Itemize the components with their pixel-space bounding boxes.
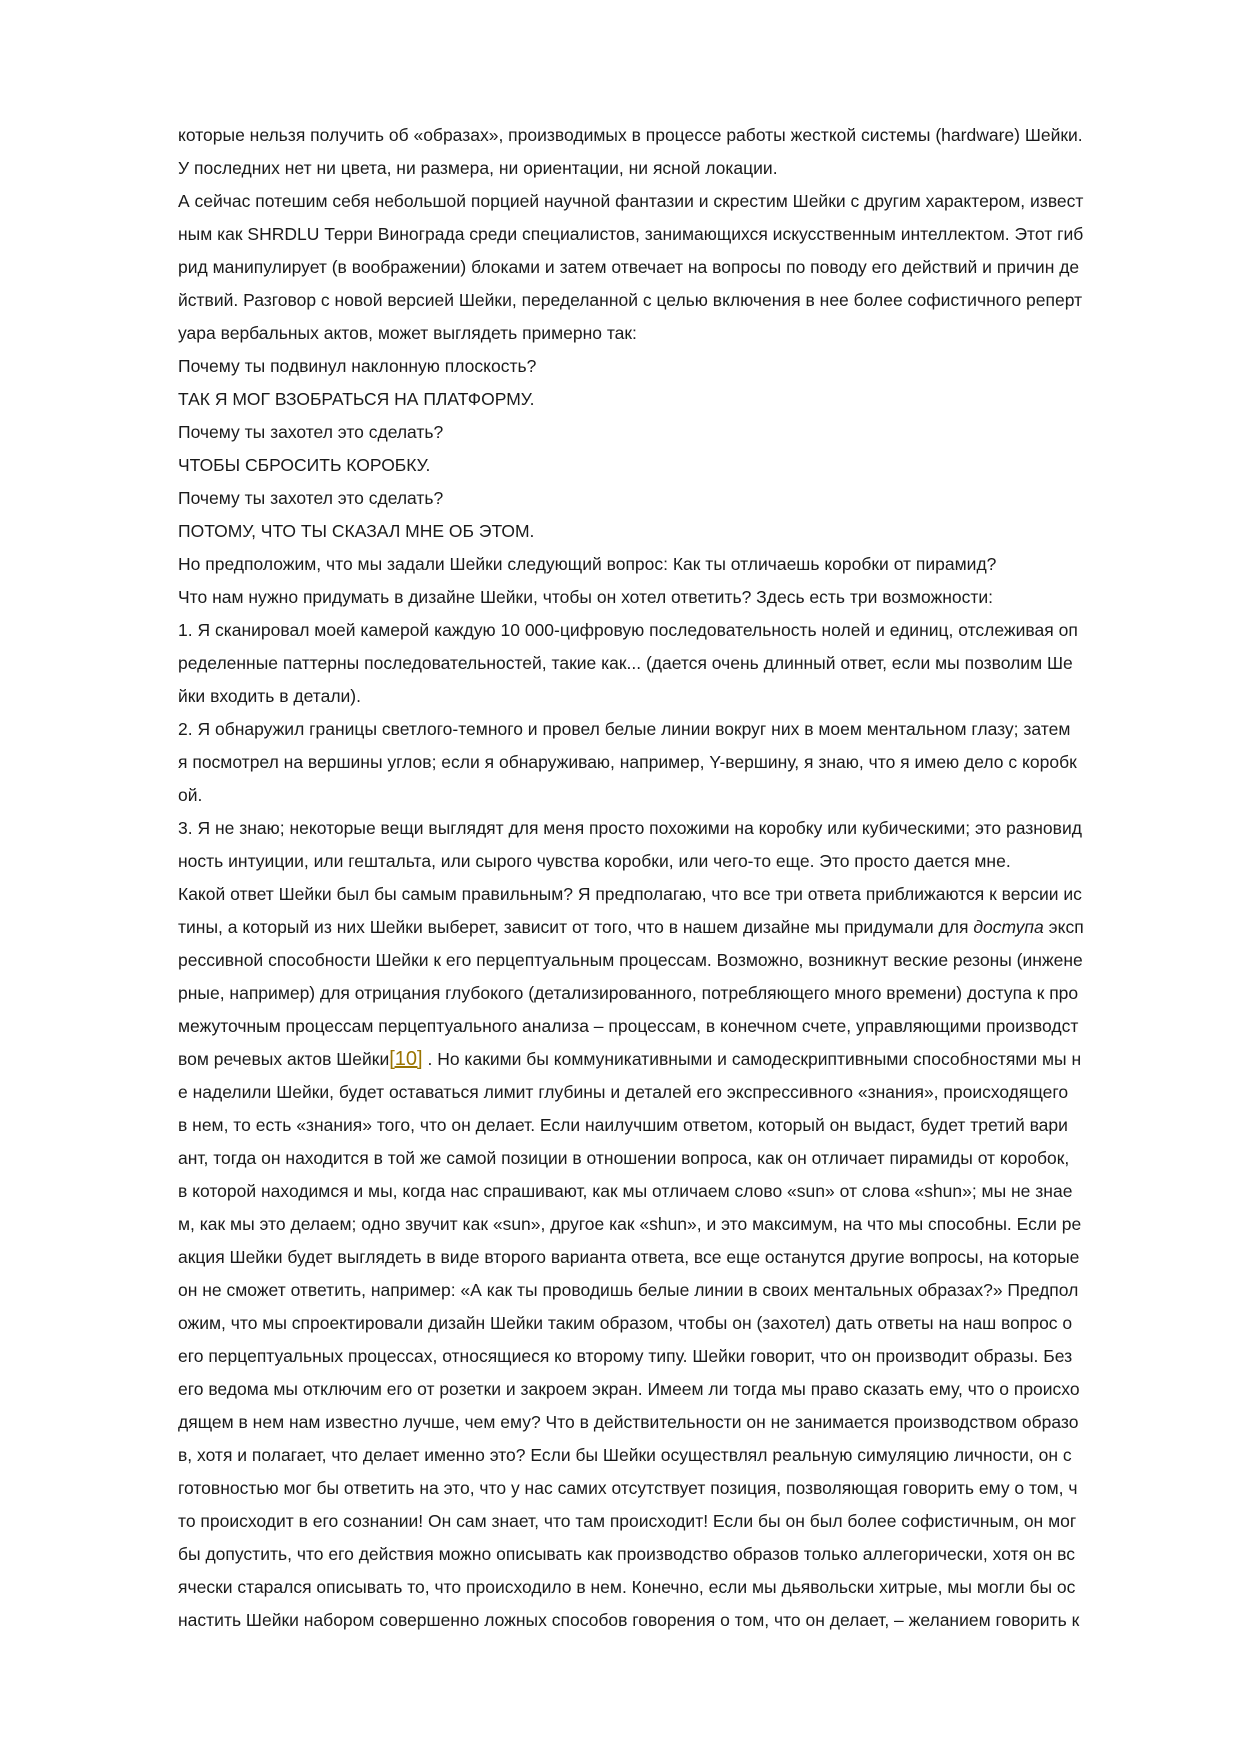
dialogue-question: Почему ты захотел это сделать?	[178, 488, 444, 508]
text-line: ным как SHRDLU Терри Винограда среди специалистов, занимающихся искусственным интеллектом. Этот гиб	[178, 224, 1084, 244]
text-segment: тины, а который из них Шейки выберет, зависит от того, что в нашем дизайне мы придумали для	[178, 917, 969, 937]
text-line: рные, например) для отрицания глубокого (детализированного, потребляющего много времени) доступа к про	[178, 983, 1079, 1003]
list-item-1: йки входить в детали).	[178, 686, 361, 706]
text-line: ячески старался описывать то, что происходило в нем. Конечно, если мы дьявольски хитрые, мы могли бы ос	[178, 1577, 1076, 1597]
text-segment: вом речевых актов Шейки	[178, 1049, 390, 1069]
list-item-2: 2. Я обнаружил границы светлого-темного и провел белые линии вокруг них в моем ментальном глазу; затем	[178, 719, 1071, 739]
text-line: дящем в нем нам известно лучше, чем ему? Что в действительности он не занимается производством образо	[178, 1412, 1079, 1432]
text-line: настить Шейки набором совершенно ложных способов говорения о том, что он делает, – желанием говорить к	[178, 1610, 1080, 1630]
text-line	[178, 1637, 1158, 1670]
text-line: которые нельзя получить об «образах», производимых в процессе работы жесткой системы (hardware) Шейки.	[178, 125, 1083, 145]
text-line: в, хотя и полагает, что делает именно это? Если бы Шейки осуществлял реальную симуляцию личности, он с	[178, 1445, 1072, 1465]
text-line: готовностью мог бы ответить на это, что у нас самих отсутствует позиция, позволяющая говорить ему о том, ч	[178, 1478, 1078, 1498]
text-line: А сейчас потешим себя небольшой порцией научной фантазии и скрестим Шейки с другим характером, извест	[178, 191, 1084, 211]
text-line: рессивной способности Шейки к его перцептуальным процессам. Возможно, возникнут веские резоны (инжене	[178, 950, 1083, 970]
list-item-3: ность интуиции, или гештальта, или сырого чувства коробки, или чего-то еще. Это просто дается мне.	[178, 851, 1011, 871]
text-line: бы допустить, что его действия можно описывать как производство образов только аллегорически, хотя он вс	[178, 1544, 1075, 1564]
dialogue-answer: ПОТОМУ, ЧТО ТЫ СКАЗАЛ МНЕ ОБ ЭТОМ.	[178, 521, 535, 541]
text-line: уара вербальных актов, может выглядеть примерно так:	[178, 323, 637, 343]
list-item-3: 3. Я не знаю; некоторые вещи выглядят для меня просто похожими на коробку или кубическими; это разновид	[178, 818, 1082, 838]
text-line: Какой ответ Шейки был бы самым правильным? Я предполагаю, что все три ответа приближаются к версии ис	[178, 884, 1082, 904]
list-item-1: 1. Я сканировал моей камерой каждую 10 000-цифровую последовательность нолей и единиц, отслеживая оп	[178, 620, 1078, 640]
dialogue-answer: ТАК Я МОГ ВЗОБРАТЬСЯ НА ПЛАТФОРМУ.	[178, 389, 535, 409]
dialogue-answer: ЧТОБЫ СБРОСИТЬ КОРОБКУ.	[178, 455, 431, 475]
text-line: в нем, то есть «знания» того, что он делает. Если наилучшим ответом, который он выдаст, будет третий вари	[178, 1115, 1068, 1135]
text-line: его перцептуальных процессах, относящиеся ко второму типу. Шейки говорит, что он производит образы. Без	[178, 1346, 1073, 1366]
text-segment: . Но какими бы коммуникативными и самодескриптивными способностями мы н	[427, 1049, 1082, 1069]
text-line: ант, тогда он находится в той же самой позиции в отношении вопроса, как он отличает пирамиды от коробок,	[178, 1148, 1070, 1168]
text-line: то происходит в его сознании! Он сам знает, что там происходит! Если бы он был более софистичным, он мог	[178, 1511, 1077, 1531]
text-line: его ведома мы отключим его от розетки и закроем экран. Имеем ли тогда мы право сказать ему, что о происхо	[178, 1379, 1080, 1399]
list-item-2: ой.	[178, 785, 203, 805]
dialogue-question: Почему ты подвинул наклонную плоскость?	[178, 356, 537, 376]
text-line: рид манипулирует (в воображении) блоками и затем отвечает на вопросы по поводу его действий и причин де	[178, 257, 1080, 277]
text-line: он не сможет ответить, например: «А как ты проводишь белые линии в своих ментальных образах?» Предпол	[178, 1280, 1079, 1300]
text-line: межуточным процессам перцептуального анализа – процессам, в конечном счете, управляющими производст	[178, 1016, 1079, 1036]
text-line: йствий. Разговор с новой версией Шейки, переделанной с целью включения в нее более софистичного реперт	[178, 290, 1083, 310]
footnote-reference-link[interactable]: [10]	[389, 1048, 423, 1070]
text-line: ожим, что мы спроектировали дизайн Шейки таким образом, чтобы он (захотел) дать ответы на наш вопрос о	[178, 1313, 1073, 1333]
list-item-2: я посмотрел на вершины углов; если я обнаруживаю, например, Y-вершину, я знаю, что я имею дело с коробк	[178, 752, 1077, 772]
dialogue-question: Почему ты захотел это сделать?	[178, 422, 444, 442]
text-line: акция Шейки будет выглядеть в виде второго варианта ответа, все еще останутся другие вопросы, на которые	[178, 1247, 1080, 1267]
text-line: е наделили Шейки, будет оставаться лимит глубины и деталей его экспрессивного «знания», происходящего	[178, 1082, 1069, 1102]
list-item-1: ределенные паттерны последовательностей, такие как... (дается очень длинный ответ, если мы позволим Ше	[178, 653, 1073, 673]
italic-emphasis: доступа	[973, 917, 1044, 937]
text-line: Но предположим, что мы задали Шейки следующий вопрос: Как ты отличаешь коробки от пирамид?	[178, 554, 997, 574]
text-line-with-emphasis	[178, 911, 1158, 944]
text-line-with-reference	[178, 1043, 1158, 1076]
text-line: У последних нет ни цвета, ни размера, ни ориентации, ни ясной локации.	[178, 158, 778, 178]
text-line: в которой находимся и мы, когда нас спрашивают, как мы отличаем слово «sun» от слова «shun»; мы не знае	[178, 1181, 1073, 1201]
text-line: м, как мы это делаем; одно звучит как «sun», другое как «shun», и это максимум, на что мы способны. Если ре	[178, 1214, 1082, 1234]
text-line: Что нам нужно придумать в дизайне Шейки, чтобы он хотел ответить? Здесь есть три возможности:	[178, 587, 994, 607]
text-segment: эксп	[1048, 917, 1084, 937]
body-text	[178, 119, 1158, 1670]
